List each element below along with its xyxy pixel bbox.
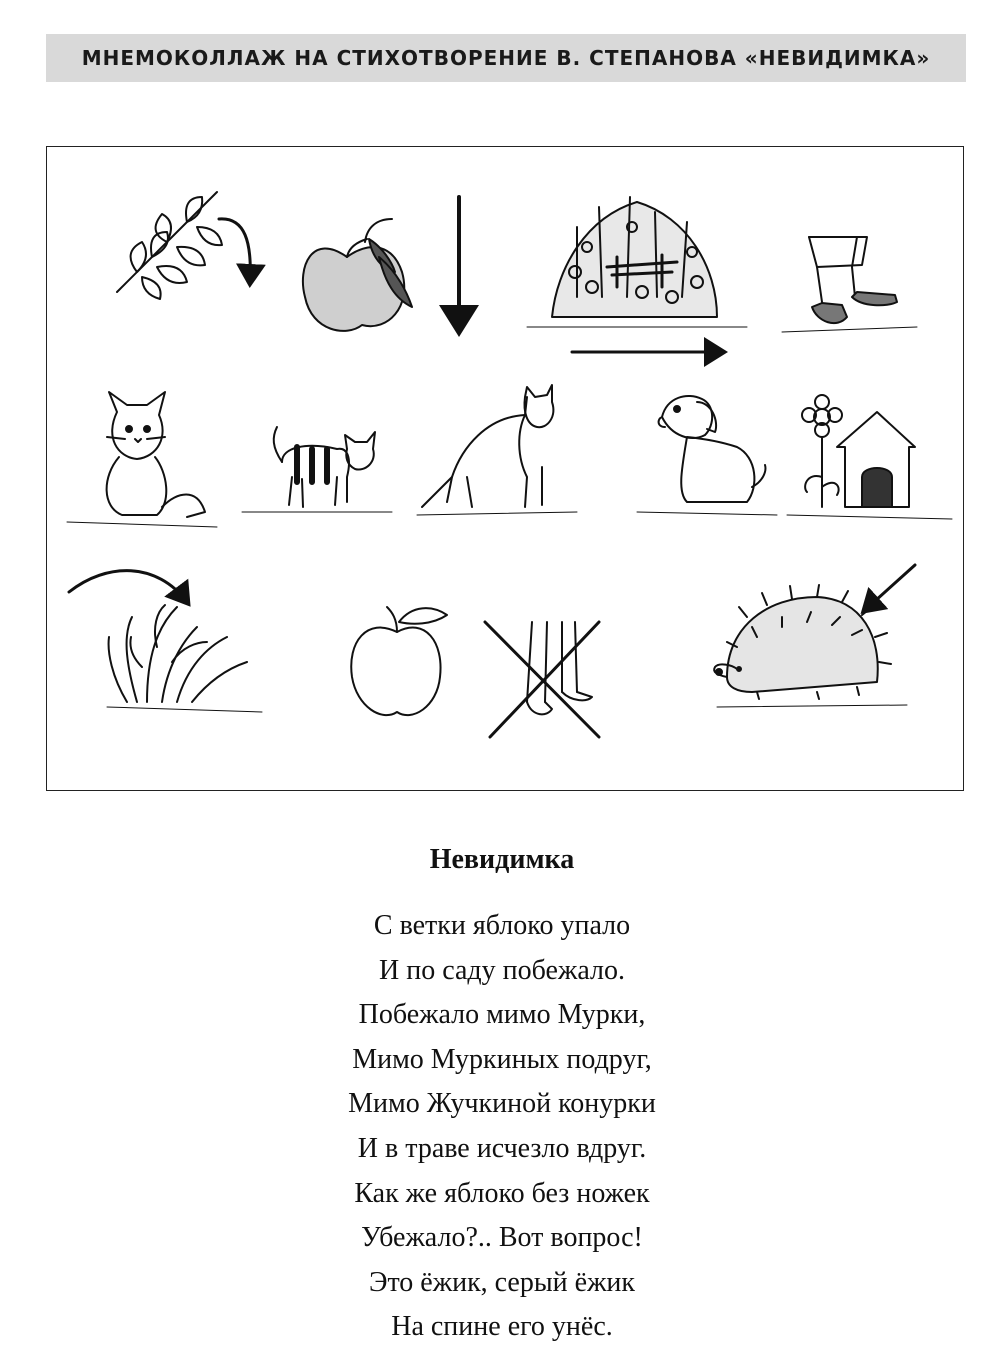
poem-line: Как же яблоко без ножек [354, 1177, 650, 1209]
poem-title: Невидимка [429, 844, 575, 875]
arrow-curved-right-icon [69, 571, 187, 602]
poem-line: Мимо Жучкиной конурки [348, 1088, 656, 1120]
legs-walking-icon [782, 237, 917, 332]
poem-line: И по саду побежало. [379, 954, 625, 986]
hedgehog-icon [714, 585, 907, 707]
poem-line: С ветки яблоко упало [373, 910, 631, 941]
poem-line: И в траве исчезло вдруг. [357, 1132, 647, 1164]
grass-bush-icon [107, 605, 262, 712]
crossed-out-legs-icon [485, 622, 599, 737]
poem-line: На спине его унёс. [391, 1311, 613, 1343]
header-title: МНЕМОКОЛЛАЖ НА СТИХОТВОРЕНИЕ В. СТЕПАНОВА «НЕВИДИМКА» [81, 46, 931, 70]
cat-standing-icon [417, 385, 577, 515]
poem-line: Убежало?.. Вот вопрос! [361, 1222, 643, 1254]
kitten-sitting-icon [67, 392, 217, 527]
poem [0, 840, 1004, 1350]
poem-line: Это ёжик, серый ёжик [368, 1266, 636, 1298]
poem-line: Мимо Муркиных подруг, [352, 1043, 652, 1075]
branch-icon [117, 192, 222, 299]
mnemo-collage [46, 146, 964, 791]
kitten-walking-icon [242, 427, 392, 512]
header-bar [46, 34, 966, 82]
garden-icon [527, 197, 747, 327]
arrow-diagonal-icon [865, 565, 915, 610]
puppy-icon [637, 396, 777, 515]
poem-line: Побежало мимо Мурки, [358, 999, 646, 1031]
apple-icon [351, 607, 447, 715]
arrow-curved-down-icon [219, 219, 250, 282]
doghouse-with-flower-icon [787, 395, 952, 519]
apple-with-leaves-icon [303, 219, 412, 331]
